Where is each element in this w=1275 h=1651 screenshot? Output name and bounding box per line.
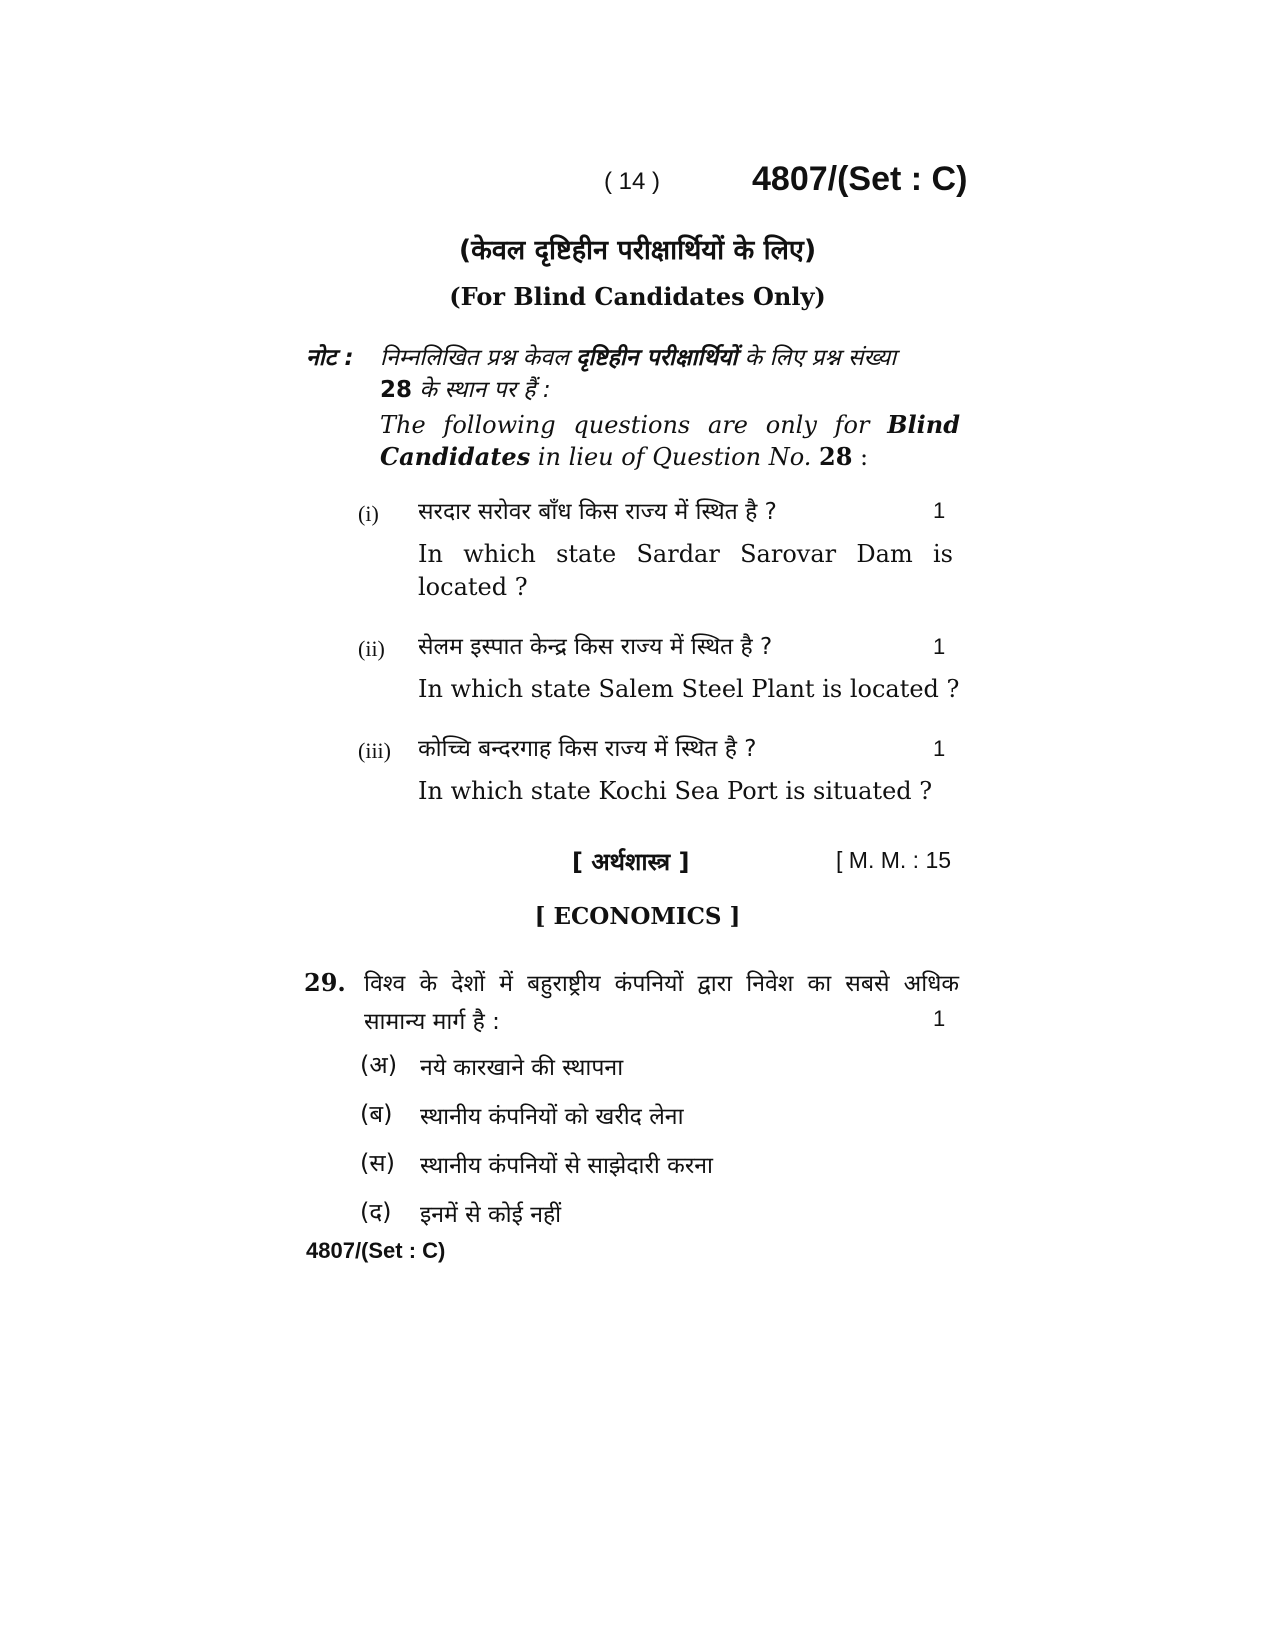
- note-english-text: The following questions are only for: [380, 411, 888, 439]
- note-english-text: :: [852, 443, 869, 471]
- option-text: स्थानीय कंपनियों को खरीद लेना: [420, 1104, 684, 1130]
- note-english-text: in lieu of Question No.: [530, 443, 819, 471]
- title-hindi: (केवल दृष्टिहीन परीक्षार्थियों के लिए): [458, 235, 817, 266]
- question-english: In which state Sardar Sarovar Dam is: [418, 540, 953, 568]
- note-hindi-text: निम्नलिखित प्रश्न केवल: [380, 345, 576, 371]
- question-text: सामान्य मार्ग है :: [364, 1009, 500, 1035]
- question-english: In which state Salem Steel Plant is located ?: [418, 675, 960, 703]
- question-text: विश्व के देशों में बहुराष्ट्रीय कंपनियों द्वारा निवेश का सबसे अधिक: [364, 971, 959, 997]
- question-marks: 1: [933, 498, 946, 523]
- note-hindi-line-2: [380, 372, 551, 404]
- question-marks: 1: [933, 634, 946, 659]
- note-hindi-text: के लिए प्रश्न संख्या: [737, 345, 897, 371]
- question-english: located ?: [418, 573, 528, 601]
- question-marks: 1: [933, 1006, 946, 1031]
- maximum-marks: [ M. M. : 15: [836, 847, 952, 873]
- note-question-number: 28: [380, 377, 413, 403]
- question-number: (i): [358, 501, 379, 526]
- note-hindi-emphasis: दृष्टिहीन परीक्षार्थियों: [576, 345, 738, 371]
- question-marks: 1: [933, 736, 946, 761]
- option-label: (स): [360, 1149, 395, 1177]
- footer-paper-code: 4807/(Set : C): [306, 1238, 446, 1263]
- note-label: नोट :: [306, 345, 354, 371]
- option-text: इनमें से कोई नहीं: [420, 1202, 562, 1228]
- option-text: स्थानीय कंपनियों से साझेदारी करना: [420, 1153, 713, 1179]
- section-title-hindi: [ अर्थशास्त्र ]: [572, 848, 690, 876]
- question-number: (ii): [358, 636, 385, 661]
- option-label: (ब): [360, 1100, 393, 1128]
- note-english-line-1: [380, 410, 960, 439]
- option-label: (द): [360, 1198, 392, 1226]
- section-title-english: [ ECONOMICS ]: [534, 903, 741, 930]
- question-english: In which state Kochi Sea Port is situated ?: [418, 777, 933, 805]
- question-number: (iii): [358, 738, 391, 763]
- page-number: ( 14 ): [604, 168, 661, 195]
- question-hindi: सेलम इस्पात केन्द्र किस राज्य में स्थित है ?: [418, 634, 773, 660]
- title-english: (For Blind Candidates Only): [449, 282, 826, 311]
- note-hindi-text: के स्थान पर हैं :: [412, 377, 551, 403]
- option-label: (अ): [360, 1051, 398, 1079]
- note-english-emphasis: Candidates: [380, 442, 531, 471]
- note-english-emphasis: Blind: [887, 410, 960, 439]
- note-hindi-line-1: [380, 340, 896, 372]
- question-number: 29.: [304, 968, 346, 997]
- question-hindi: सरदार सरोवर बाँध किस राज्य में स्थित है ?: [418, 499, 777, 525]
- option-text: नये कारखाने की स्थापना: [420, 1055, 624, 1081]
- note-question-number: 28: [819, 442, 853, 471]
- paper-code: 4807/(Set : C): [752, 160, 968, 198]
- note-english-line-2: [380, 442, 868, 471]
- question-hindi: कोच्चि बन्दरगाह किस राज्य में स्थित है ?: [418, 736, 757, 762]
